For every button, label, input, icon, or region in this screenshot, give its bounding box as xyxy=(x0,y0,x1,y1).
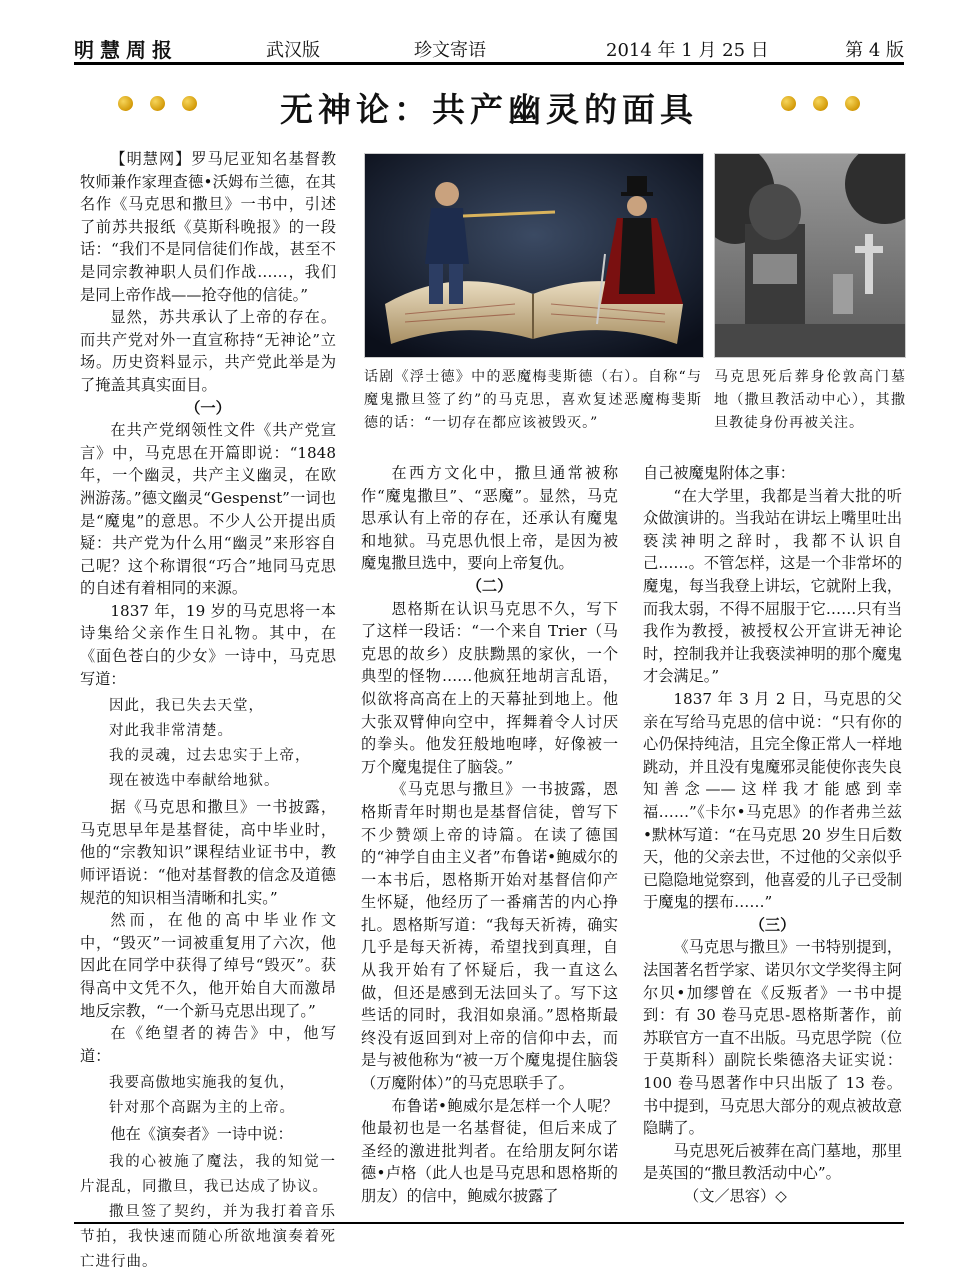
gold-dot-icon xyxy=(845,96,860,111)
paragraph: 马克思死后被葬在高门墓地，那里是英国的“撒旦教活动中心”。 xyxy=(643,1141,902,1183)
column-3 xyxy=(643,462,902,1208)
poem-block xyxy=(80,694,336,794)
paragraph: 在《绝望者的祷告》中，他写道： xyxy=(80,1024,336,1065)
section-heading: （二） xyxy=(466,576,513,595)
edition-label: 武汉版 xyxy=(266,40,320,61)
poem-line: 我的灵魂，过去忠实于上帝， xyxy=(109,748,311,765)
title-row xyxy=(74,84,904,132)
poem-line: 针对那个高踞为主的上帝。 xyxy=(109,1100,295,1117)
faust-caption: 话剧《浮士德》中的恶魔梅斐斯德（右）。自称“与魔鬼撒旦签了约”的马克思，喜欢复述恶魔梅斐斯德的话：“一切存在都应该被毁灭。” xyxy=(364,369,702,431)
paragraph: “在大学里，我都是当着大批的听众做演讲的。当我站在讲坛上嘴里吐出亵渎神明之辞时，我都不认识自己……。不管怎样，这是一个非常坏的魔鬼，每当我登上讲坛，它就附上我，而我太弱，不得不屈服于它……只有当我作为教授，被授权公开宣讲无神论时，控制我并让我亵渎神明的那个魔鬼才会满足。” xyxy=(643,486,902,686)
paragraph: 显然，苏共承认了上帝的存在。而共产党对外一直宣称持“无神论”立场。历史资料显示，共产党此举是为了掩盖其真实面目。 xyxy=(80,308,336,394)
faust-photo xyxy=(364,153,704,358)
byline: （文／思容）◇ xyxy=(684,1187,787,1205)
paragraph: 他在《演奏者》一诗中说： xyxy=(110,1125,293,1144)
poem-line: 对此我非常清楚。 xyxy=(109,723,233,740)
paragraph: 布鲁诺•鲍威尔是怎样一个人呢？他最初也是一名基督徒，但后来成了圣经的激进批判者。在给朋友阿尔诺德•卢格（此人也是马克思和恩格斯的朋友）的信中，鲍威尔披露了 xyxy=(361,1096,618,1205)
masthead: 明慧周报 xyxy=(74,38,178,62)
grave-caption: 马克思死后葬身伦敦高门墓地（撒旦教活动中心），其撒旦教徒身份再被关注。 xyxy=(714,369,906,431)
header-rule xyxy=(74,62,904,65)
section-heading: （三） xyxy=(749,915,796,934)
paragraph: 在西方文化中，撒旦通常被称作“魔鬼撒旦”、“恶魔”。显然，马克思承认有上帝的存在，还承认有魔鬼和地狱。马克思仇恨上帝，是因为被魔鬼撒旦选中，要向上帝复仇。 xyxy=(361,464,618,573)
section-label: 珍文寄语 xyxy=(414,40,486,61)
poem-quote: 我的心被施了魔法，我的知觉一片混乱，同撒旦，我已达成了协议。 xyxy=(80,1153,336,1195)
column-1 xyxy=(80,148,336,1275)
section-heading: （一） xyxy=(185,398,231,417)
paragraph: 1837 年 3 月 2 日，马克思的父亲在写给马克思的信中说：“只有你的心仍保持纯洁，且完全像正常人一样地跳动，并且没有鬼魔邪灵能使你丧失良知善念——这样我才能感到幸福……”《卡尔•马克思》的作者弗兰兹•默林写道：“在马克思 20 岁生日后数天，他的父亲去世，不过他的父亲似乎已隐隐地觉察到，他喜爱的儿子已受制于魔鬼的摆布……” xyxy=(643,689,902,912)
poem-quote: 撒旦签了契约，并为我打着音乐节拍，我快速而随心所欲地演奏着死亡进行曲。 xyxy=(80,1203,336,1270)
paragraph: 《马克思与撒旦》一书特别提到，法国著名哲学家、诺贝尔文学奖得主阿尔贝•加缪曾在《反叛者》一书中提到：有 30 卷马克思-恩格斯著作，前苏联官方一直不出版。马克思学院（位于莫斯科）副院长柴德洛夫证实说：100 卷马恩著作中只出版了 13 卷。书中提到，马克思大部分的观点被故意隐瞒了。 xyxy=(643,938,902,1138)
issue-date: 2014 年 1 月 25 日 xyxy=(606,40,769,61)
paragraph: 据《马克思和撒旦》一书披露，马克思早年是基督徒，高中毕业时，他的“宗教知识”课程结业证书中，教师评语说：“他对基督教的信念及道德规范的知识相当清晰和扎实。” xyxy=(80,798,336,907)
poem-line: 因此，我已失去天堂， xyxy=(109,698,264,715)
poem-line: 现在被选中奉献给地狱。 xyxy=(109,773,280,790)
footer-rule xyxy=(74,1222,904,1224)
paragraph: 在共产党纲领性文件《共产党宣言》中，马克思在开篇即说：“1848年，一个幽灵，共产主义幽灵，在欧洲游荡。”德文幽灵“Gespenst”一词也是“魔鬼”的意思。不少人公开提出质疑：共产党为什么用“幽灵”来形容自己呢？这个称谓很“巧合”地同马克思的自述有着相同的来源。 xyxy=(80,421,336,598)
page-number: 第 4 版 xyxy=(845,40,904,61)
poem-line: 我要高傲地实施我的复仇， xyxy=(109,1075,295,1092)
article-title: 无神论：共产幽灵的面具 xyxy=(280,90,698,129)
paragraph: 1837 年，19 岁的马克思将一本诗集给父亲作生日礼物。其中，在《面色苍白的少女》一诗中，马克思写道： xyxy=(80,601,336,688)
paragraph: 《马克思与撒旦》一书披露，恩格斯青年时期也是基督信徒，曾写下不少赞颂上帝的诗篇。在读了德国的“神学自由主义者”布鲁诺•鲍威尔的一本书后，恩格斯开始对基督信仰产生怀疑，他经历了一番痛苦的内心挣扎。恩格斯写道：“我每天祈祷，确实几乎是每天祈祷，希望找到真理，自从我开始有了怀疑后，我一直这么做，但还是感到无法回头了。写下这些话的同时，我泪如泉涌。”恩格斯最终没有返回到对上帝的信仰中去，而是与被他称为“被一万个魔鬼提住脑袋（万魔附体）”的马克思联手了。 xyxy=(361,780,618,1093)
paragraph: 自己被魔鬼附体之事： xyxy=(643,464,795,482)
poem-block xyxy=(80,1071,336,1121)
page-header xyxy=(74,32,904,60)
paragraph: 【明慧网】罗马尼亚知名基督教牧师兼作家理查德•沃姆布兰德，在其名作《马克思和撒旦》一书中，引述了前苏共报纸《莫斯科晚报》的一段话：“我们不是同信徒们作战，甚至不是同宗教神职人员们作战……，我们是同上帝作战——抢夺他的信徒。” xyxy=(80,150,336,304)
gold-dot-icon xyxy=(781,96,796,111)
grave-photo xyxy=(714,153,906,358)
paragraph: 然而，在他的高中毕业作文中，“毁灭”一词被重复用了六次，他因此在同学中获得了绰号“毁灭”。获得高中文凭不久，他开始自大而激昂地反宗教，“一个新马克思出现了。” xyxy=(80,911,336,1020)
paragraph: 恩格斯在认识马克思不久，写下了这样一段话：“一个来自 Trier（马克思的故乡）皮肤黝黑的家伙，一个典型的怪物……他疯狂地胡言乱语，似欲将高高在上的天幕扯到地上。他大张双臂伸向空中，挥舞着令人讨厌的拳头。他发狂般地咆哮，好像被一万个魔鬼提住了脑袋。” xyxy=(361,599,618,776)
column-2 xyxy=(361,462,618,1208)
title-dots-right xyxy=(781,96,860,111)
gold-dot-icon xyxy=(813,96,828,111)
